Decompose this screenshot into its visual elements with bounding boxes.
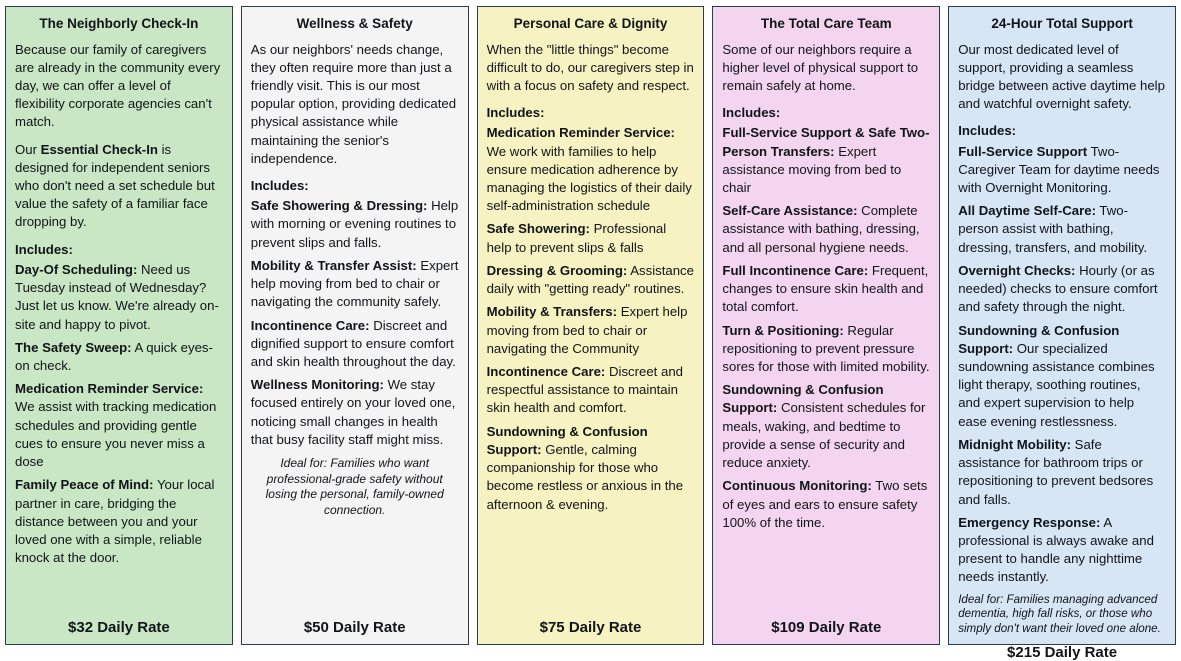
feature-item bbox=[15, 380, 223, 471]
feature-text: Gentle, calming companionship for those who become restless or anxious in the afternoon & evening. bbox=[486, 441, 684, 512]
intro-text: As our neighbors' needs change, they often require more than just a friendly visit. This is our most popular option, providing dedicated physical assistance while maintaining the senior's independence. bbox=[250, 41, 457, 166]
feature-text: A professional is always awake and present to handle any nighttime needs instantly. bbox=[958, 514, 1154, 585]
feature-item bbox=[958, 322, 1166, 431]
feature-text: Regular repositioning to prevent pressure sores for those with limited mobility. bbox=[722, 322, 930, 375]
intro-paragraph bbox=[722, 41, 930, 96]
feature-text: Expert assistance moving from bed to chair bbox=[722, 143, 902, 196]
care-plan-card-wellness-safety bbox=[241, 6, 469, 645]
feature-lead: Wellness Monitoring: bbox=[250, 377, 384, 393]
daily-rate: $32 Daily Rate bbox=[68, 619, 170, 636]
feature-lead: Midnight Mobility: bbox=[958, 436, 1071, 452]
daily-rate: $109 Daily Rate bbox=[771, 619, 882, 636]
daily-rate: $215 Daily Rate bbox=[1007, 644, 1118, 661]
feature-text: Two-Caregiver Team for daytime needs with Overnight Monitoring. bbox=[958, 143, 1160, 196]
feature-text: Two sets of eyes and ears to ensure safety 100% of the time. bbox=[722, 478, 928, 530]
feature-lead: Sundowning & Confusion Support: bbox=[486, 423, 648, 457]
feature-lead: Day-Of Scheduling: bbox=[15, 261, 138, 277]
intro-emphasis: Essential Check-In bbox=[40, 141, 158, 157]
card-body bbox=[251, 41, 459, 611]
care-plan-card-personal-care-dignity bbox=[477, 6, 705, 645]
feature-lead: Sundowning & Confusion Support: bbox=[722, 382, 884, 416]
care-plan-card-total-care-team bbox=[712, 6, 940, 645]
card-body bbox=[722, 41, 930, 611]
intro-text: When the "little things" become difficult to do, our caregivers step in with a focus on safety and respect. bbox=[486, 41, 694, 93]
feature-lead: Self-Care Assistance: bbox=[722, 203, 858, 219]
feature-lead: Overnight Checks: bbox=[958, 262, 1076, 278]
feature-item bbox=[722, 202, 930, 257]
feature-text: Need us Tuesday instead of Wednesday? Just let us know. We're already on-site and happy to pivot. bbox=[15, 261, 219, 332]
card-title: Personal Care & Dignity bbox=[513, 16, 668, 31]
feature-text: Safe assistance for bathroom trips or repositioning to prevent bedsores and falls. bbox=[958, 436, 1154, 507]
feature-lead: Dressing & Grooming: bbox=[486, 262, 628, 278]
feature-text: Our specialized sundowning assistance combines light therapy, soothing routines, and expert supervision to help ease evening restlessness. bbox=[958, 340, 1155, 429]
feature-text: Discreet and respectful assistance to maintain skin health and comfort. bbox=[486, 364, 684, 416]
feature-item bbox=[722, 322, 930, 377]
card-title: Wellness & Safety bbox=[296, 16, 413, 31]
feature-lead: Incontinence Care: bbox=[486, 364, 606, 380]
feature-item bbox=[251, 376, 459, 449]
card-body bbox=[958, 41, 1166, 637]
feature-text: We stay focused entirely on your loved one, noticing small changes in health that busy facility staff might miss. bbox=[250, 377, 456, 447]
feature-text: Two-person assist with bathing, dressing, transfers, and mobility. bbox=[958, 203, 1148, 255]
feature-lead: The Safety Sweep: bbox=[15, 339, 132, 355]
feature-lead: Turn & Positioning: bbox=[722, 322, 844, 338]
feature-item bbox=[958, 143, 1166, 198]
feature-item bbox=[487, 303, 695, 358]
feature-text: Frequent, changes to ensure skin health and total comfort. bbox=[722, 262, 929, 315]
feature-item bbox=[15, 261, 223, 334]
card-body bbox=[15, 41, 223, 611]
ideal-for-note: Ideal for: Families managing advanced dementia, high fall risks, or those who simply don't want their loved one alone. bbox=[958, 592, 1161, 635]
card-title: The Total Care Team bbox=[760, 16, 892, 31]
intro-text: Our most dedicated level of support, providing a seamless bridge between active daytime help and watchful overnight safety. bbox=[958, 41, 1165, 112]
feature-lead: Emergency Response: bbox=[958, 514, 1101, 530]
feature-item bbox=[251, 197, 459, 252]
feature-lead: Incontinence Care: bbox=[250, 317, 370, 333]
ideal-for-note: Ideal for: Families who want professional-grade safety without losing the personal, family-owned connection. bbox=[265, 456, 444, 517]
card-body bbox=[487, 41, 695, 611]
intro-paragraph bbox=[958, 41, 1166, 114]
feature-text: We work with families to help ensure medication adherence by managing the logistics of their daily self-administration schedule bbox=[486, 143, 692, 214]
feature-lead: Continuous Monitoring: bbox=[722, 478, 872, 494]
daily-rate: $75 Daily Rate bbox=[539, 619, 642, 636]
care-plan-card-24-hour-total-support bbox=[948, 6, 1176, 661]
feature-text: Consistent schedules for meals, waking, and bedtime to provide a sense of security and reduce anxiety. bbox=[722, 400, 926, 471]
feature-text: Expert help moving from bed to chair or navigating the Community bbox=[486, 304, 688, 356]
feature-text: Discreet and dignified support to ensure comfort and skin health throughout the day. bbox=[250, 317, 456, 370]
intro-text-2: Our Essential Check-In is designed for independent seniors who don't need a set schedule but value the safety of a familiar face dropping by. bbox=[15, 141, 215, 230]
feature-item bbox=[15, 476, 223, 567]
feature-text: Complete assistance with bathing, dressing, and all personal hygiene needs. bbox=[722, 203, 920, 255]
feature-item bbox=[722, 477, 930, 532]
includes-label: Includes: bbox=[15, 241, 73, 257]
feature-lead: Medication Reminder Service: bbox=[486, 125, 675, 141]
feature-item bbox=[722, 124, 930, 197]
feature-lead: Mobility & Transfers: bbox=[486, 304, 618, 320]
feature-item bbox=[487, 423, 695, 514]
feature-lead: Full Incontinence Care: bbox=[722, 262, 869, 278]
care-plan-card-neighborly-check-in bbox=[5, 6, 233, 645]
includes-label: Includes: bbox=[722, 105, 781, 121]
daily-rate: $50 Daily Rate bbox=[303, 619, 406, 636]
feature-lead: Mobility & Transfer Assist: bbox=[250, 257, 417, 273]
card-title: The Neighborly Check-In bbox=[39, 16, 199, 31]
card-title: 24-Hour Total Support bbox=[991, 16, 1133, 31]
intro-paragraph bbox=[15, 41, 223, 132]
feature-item bbox=[958, 514, 1166, 587]
intro-paragraph bbox=[487, 41, 695, 96]
feature-lead: Safe Showering & Dressing: bbox=[250, 198, 428, 214]
intro-paragraph bbox=[251, 41, 459, 169]
feature-lead: Family Peace of Mind: bbox=[15, 477, 154, 493]
feature-item bbox=[722, 262, 930, 317]
feature-text: Professional help to prevent slips & falls bbox=[486, 221, 667, 255]
feature-lead: Safe Showering: bbox=[486, 221, 590, 237]
feature-item bbox=[487, 262, 695, 298]
includes-label: Includes: bbox=[250, 178, 309, 194]
feature-item bbox=[487, 220, 695, 256]
feature-item bbox=[958, 202, 1166, 257]
feature-item bbox=[487, 363, 695, 418]
includes-label: Includes: bbox=[958, 123, 1017, 139]
intro-text: Some of our neighbors require a higher level of physical support to remain safely at home. bbox=[722, 41, 919, 93]
includes-label: Includes: bbox=[486, 105, 545, 121]
feature-text: Help with morning or evening routines to prevent slips and falls. bbox=[250, 198, 459, 250]
feature-item bbox=[722, 381, 930, 472]
intro-paragraph-2 bbox=[15, 141, 223, 232]
feature-text: A quick eyes-on check. bbox=[15, 339, 213, 374]
feature-item bbox=[487, 124, 695, 215]
feature-text: Your local partner in care, bridging the distance between you and your loved one with a simple, reliable knock at the door. bbox=[15, 477, 215, 566]
feature-text: Hourly (or as needed) checks to ensure comfort and safety through the night. bbox=[958, 262, 1158, 315]
feature-item bbox=[251, 317, 459, 372]
feature-text: Assistance daily with "getting ready" routines. bbox=[486, 262, 694, 297]
feature-item bbox=[15, 339, 223, 375]
feature-lead: All Daytime Self-Care: bbox=[958, 203, 1096, 219]
feature-item bbox=[958, 436, 1166, 509]
intro-text: Because our family of caregivers are already in the community every day, we can offer a level of flexibility corporate agencies can't match. bbox=[15, 41, 221, 130]
feature-item bbox=[958, 262, 1166, 317]
feature-lead: Medication Reminder Service: bbox=[15, 381, 204, 397]
feature-lead: Full-Service Support & Safe Two-Person Transfers: bbox=[722, 125, 930, 159]
feature-lead: Sundowning & Confusion Support: bbox=[958, 322, 1120, 356]
feature-text: Expert help moving from bed to chair or navigating the community safely. bbox=[250, 257, 459, 310]
feature-text: We assist with tracking medication schedules and providing gentle cues to ensure you never miss a dose bbox=[15, 399, 217, 470]
feature-item bbox=[251, 257, 459, 312]
feature-lead: Full-Service Support bbox=[958, 143, 1088, 159]
